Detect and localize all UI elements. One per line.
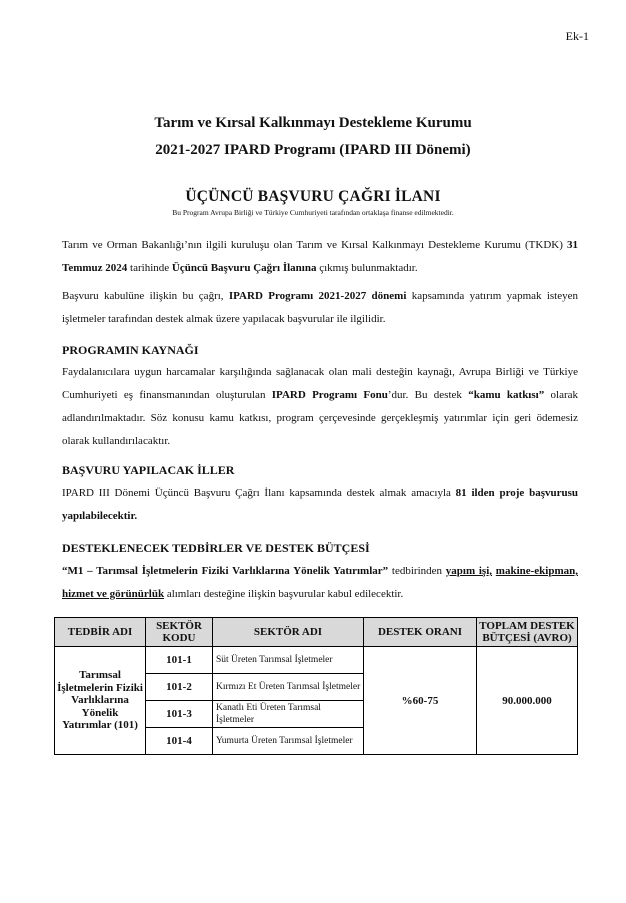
col-sector-code: SEKTÖR KODU <box>146 618 213 647</box>
announcement-date: 31 Temmuz 2024 <box>62 239 578 274</box>
measure-cell: Tarımsal İşletmelerin Fiziki Varlıklarına Yönelik Yatırımlar (101) <box>55 647 146 755</box>
intro-text: çıkmış bulunmaktadır. <box>316 262 418 274</box>
measures-paragraph <box>62 560 578 606</box>
sector-name: Süt Üreten Tarımsal İşletmeler <box>213 647 364 674</box>
section-heading-source: PROGRAMIN KAYNAĞI <box>62 343 199 357</box>
sector-name: Yumurta Üreten Tarımsal İşletmeler <box>213 728 364 755</box>
funding-note: Bu Program Avrupa Birliği ve Türkiye Cumhuriyeti tarafından ortaklaşa finanse edilmektedir. <box>172 208 454 217</box>
intro-text: Başvuru kabulüne ilişkin bu çağrı, <box>62 290 229 302</box>
call-name: Üçüncü Başvuru Çağrı İlanına <box>171 262 317 274</box>
sector-code: 101-3 <box>146 701 213 728</box>
sector-code: 101-2 <box>146 674 213 701</box>
institution-title: Tarım ve Kırsal Kalkınmayı Destekleme Kurumu <box>154 115 472 131</box>
measures-table <box>54 617 578 755</box>
support-rate: %60-75 <box>364 647 477 755</box>
section-heading-measures: DESTEKLENECEK TEDBİRLER VE DESTEK BÜTÇESİ <box>62 541 370 555</box>
col-total-budget: TOPLAM DESTEK BÜTÇESİ (AVRO) <box>477 618 578 647</box>
sector-code: 101-1 <box>146 647 213 674</box>
equipment-services: makine-ekipman, hizmet ve görünürlük <box>62 565 579 600</box>
announcement-heading: ÜÇÜNCÜ BAŞVURU ÇAĞRI İLANI <box>185 188 441 205</box>
source-paragraph <box>62 361 578 453</box>
sector-code: 101-4 <box>146 728 213 755</box>
source-text: olarak adlandırılmaktadır. Söz konusu kamu katkısı, program çerçevesinde gerçekleşmiş yatırımlar için geri ödemesiz olarak kullandırılacaktır. <box>62 389 578 447</box>
intro-paragraph-2 <box>62 285 578 331</box>
intro-text: Tarım ve Orman Bakanlığı’nın ilgili kuruluşu olan Tarım ve Kırsal Kalkınmayı Destekleme Kurumu (TKDK) <box>62 239 567 251</box>
construction-work: yapım işi, <box>445 565 493 577</box>
provinces-paragraph <box>62 482 578 528</box>
program-period: IPARD Programı 2021-2027 dönemi <box>228 290 407 302</box>
table-header-row <box>55 618 578 647</box>
intro-text: kapsamında yatırım yapmak isteyen işletmeler tarafından destek almak üzere yapılacak başvurular ile ilgilidir. <box>62 290 578 325</box>
intro-text: tarihinde <box>127 262 172 274</box>
table-row <box>55 647 578 674</box>
section-heading-provinces: BAŞVURU YAPILACAK İLLER <box>62 463 235 477</box>
col-measure-name: TEDBİR ADI <box>55 618 146 647</box>
provinces-text: IPARD III Dönemi Üçüncü Başvuru Çağrı İlanı kapsamında destek almak amacıyla <box>62 487 456 499</box>
total-budget: 90.000.000 <box>477 647 578 755</box>
public-contribution: “kamu katkısı” <box>468 389 545 401</box>
measure-title: “M1 – Tarımsal İşletmelerin Fiziki Varlıklarına Yönelik Yatırımlar” <box>62 565 389 577</box>
intro-paragraph-1 <box>62 234 578 280</box>
sector-name: Kırmızı Et Üreten Tarımsal İşletmeler <box>213 674 364 701</box>
measures-text: alımları desteğine ilişkin başvurular kabul edilecektir. <box>164 588 404 600</box>
provinces-highlight: 81 ilden proje başvurusu yapılabilecektir. <box>62 487 578 522</box>
sector-name: Kanatlı Eti Üreten Tarımsal İşletmeler <box>213 701 364 728</box>
col-support-rate: DESTEK ORANI <box>364 618 477 647</box>
source-text: ’dur. Bu destek <box>387 389 469 401</box>
col-sector-name: SEKTÖR ADI <box>213 618 364 647</box>
program-title: 2021-2027 IPARD Programı (IPARD III Dönemi) <box>155 142 471 158</box>
annex-label: Ek-1 <box>565 29 589 43</box>
fund-name: IPARD Programı Fonu <box>271 389 388 401</box>
source-text: Faydalanıcılara uygun harcamalar karşılığında sağlanacak olan mali desteğin kaynağı, Avrupa Birliği ve Türkiye Cumhuriyeti eş finansmanından oluşturulan <box>62 366 578 401</box>
measures-text: tedbirinden <box>388 565 446 577</box>
